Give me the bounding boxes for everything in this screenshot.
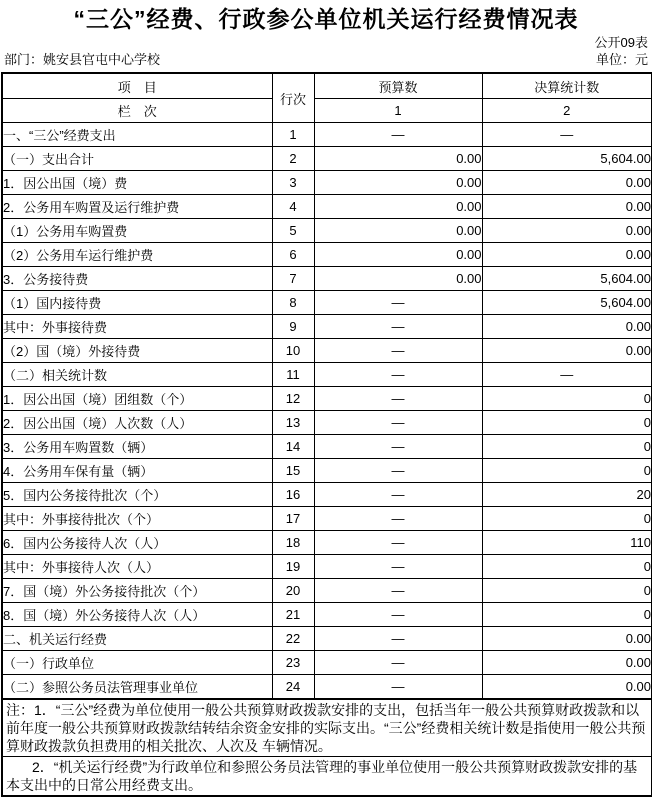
table-row <box>2 363 652 387</box>
item-cell: （一）行政单位 <box>2 651 272 675</box>
row-no-cell: 18 <box>272 531 314 555</box>
row-no-cell: 1 <box>272 123 314 147</box>
note-1: 注：1．“三公”经费为单位使用一般公共预算财政拨款安排的支出，包括当年一般公共预算财政拨款和以前年度一般公共预算财政拨款结转结余资金安排的实际支出。“三公”经费相关统计数是指使用一般公共预算财政拨款负担费用的相关批次、人次及 车辆情况。 <box>1 700 652 757</box>
budget-cell: — <box>314 507 482 531</box>
item-cell: （2）公务用车运行维护费 <box>2 243 272 267</box>
table-row <box>2 195 652 219</box>
row-no-cell: 21 <box>272 603 314 627</box>
item-cell: （1）公务用车购置费 <box>2 219 272 243</box>
final-cell: 0 <box>482 579 652 603</box>
header-column-row-label: 栏 次 <box>2 99 272 123</box>
final-cell: 0 <box>482 459 652 483</box>
final-cell: 5,604.00 <box>482 147 652 171</box>
final-cell: 0 <box>482 387 652 411</box>
row-no-cell: 13 <box>272 411 314 435</box>
final-cell: 0.00 <box>482 627 652 651</box>
budget-cell: — <box>314 435 482 459</box>
final-cell: 0.00 <box>482 651 652 675</box>
budget-cell: — <box>314 483 482 507</box>
final-cell: 0.00 <box>482 315 652 339</box>
budget-cell: — <box>314 579 482 603</box>
budget-cell: 0.00 <box>314 267 482 291</box>
row-no-cell: 2 <box>272 147 314 171</box>
budget-cell: — <box>314 555 482 579</box>
table-row <box>2 627 652 651</box>
header-final-col-no: 2 <box>482 99 652 123</box>
table-row <box>2 123 652 147</box>
budget-cell: — <box>314 387 482 411</box>
final-cell: 0 <box>482 411 652 435</box>
form-code-label: 公开09表 <box>594 35 648 50</box>
budget-cell: — <box>314 603 482 627</box>
item-cell: 二、机关运行经费 <box>2 627 272 651</box>
table-body <box>2 123 652 700</box>
header-final: 决算统计数 <box>482 73 652 99</box>
table-row <box>2 675 652 700</box>
item-cell: 1．因公出国（境）团组数（个） <box>2 387 272 411</box>
header-budget-col-no: 1 <box>314 99 482 123</box>
row-no-cell: 10 <box>272 339 314 363</box>
table-row <box>2 219 652 243</box>
table-row <box>2 555 652 579</box>
budget-cell: 0.00 <box>314 195 482 219</box>
header-row-1 <box>2 73 652 99</box>
final-cell: 0 <box>482 507 652 531</box>
table-row <box>2 435 652 459</box>
table-row <box>2 483 652 507</box>
budget-cell: 0.00 <box>314 147 482 171</box>
item-cell: 2．公务用车购置及运行维护费 <box>2 195 272 219</box>
final-cell: 5,604.00 <box>482 291 652 315</box>
table-row <box>2 507 652 531</box>
row-no-cell: 20 <box>272 579 314 603</box>
budget-cell: 0.00 <box>314 219 482 243</box>
final-cell: 0 <box>482 555 652 579</box>
expenses-table <box>1 72 652 700</box>
budget-cell: — <box>314 123 482 147</box>
budget-cell: — <box>314 627 482 651</box>
row-no-cell: 14 <box>272 435 314 459</box>
table-row <box>2 531 652 555</box>
row-no-cell: 5 <box>272 219 314 243</box>
row-no-cell: 19 <box>272 555 314 579</box>
final-cell: 5,604.00 <box>482 267 652 291</box>
row-no-cell: 6 <box>272 243 314 267</box>
row-no-cell: 12 <box>272 387 314 411</box>
table-row <box>2 171 652 195</box>
final-cell: 110 <box>482 531 652 555</box>
header-budget: 预算数 <box>314 73 482 99</box>
unit-label: 单位：元 <box>595 52 648 67</box>
item-cell: 其中：外事接待批次（个） <box>2 507 272 531</box>
final-cell: 20 <box>482 483 652 507</box>
table-row <box>2 387 652 411</box>
table-row <box>2 411 652 435</box>
item-cell: 3．公务用车购置数（辆） <box>2 435 272 459</box>
budget-cell: — <box>314 363 482 387</box>
row-no-cell: 11 <box>272 363 314 387</box>
row-no-cell: 9 <box>272 315 314 339</box>
department-label: 部门：姚安县官屯中心学校 <box>4 52 161 67</box>
final-cell: 0.00 <box>482 219 652 243</box>
row-no-cell: 7 <box>272 267 314 291</box>
item-cell: 一、“三公”经费支出 <box>2 123 272 147</box>
table-row <box>2 579 652 603</box>
row-no-cell: 24 <box>272 675 314 700</box>
budget-cell: — <box>314 531 482 555</box>
budget-cell: 0.00 <box>314 171 482 195</box>
item-cell: 7．国（境）外公务接待批次（个） <box>2 579 272 603</box>
budget-cell: — <box>314 411 482 435</box>
table-row <box>2 291 652 315</box>
row-no-cell: 16 <box>272 483 314 507</box>
budget-cell: — <box>314 459 482 483</box>
item-cell: 其中：外事接待人次（人） <box>2 555 272 579</box>
table-row <box>2 147 652 171</box>
item-cell: （一）支出合计 <box>2 147 272 171</box>
item-cell: 6．国内公务接待人次（人） <box>2 531 272 555</box>
final-cell: 0 <box>482 603 652 627</box>
page-title: “三公”经费、行政参公单位机关运行经费情况表 <box>73 6 579 32</box>
item-cell: （1）国内接待费 <box>2 291 272 315</box>
row-no-cell: 15 <box>272 459 314 483</box>
row-no-cell: 8 <box>272 291 314 315</box>
table-row <box>2 267 652 291</box>
item-cell: （二）相关统计数 <box>2 363 272 387</box>
row-no-cell: 22 <box>272 627 314 651</box>
final-cell: — <box>482 123 652 147</box>
table-row <box>2 339 652 363</box>
header-item: 项 目 <box>2 73 272 99</box>
table-row <box>2 603 652 627</box>
final-cell: 0.00 <box>482 339 652 363</box>
item-cell: 其中：外事接待费 <box>2 315 272 339</box>
table-row <box>2 243 652 267</box>
final-cell: 0.00 <box>482 195 652 219</box>
header-row-2 <box>2 99 652 123</box>
item-cell: （2）国（境）外接待费 <box>2 339 272 363</box>
item-cell: 4．公务用车保有量（辆） <box>2 459 272 483</box>
row-no-cell: 17 <box>272 507 314 531</box>
budget-cell: — <box>314 675 482 700</box>
item-cell: 8．国（境）外公务接待人次（人） <box>2 603 272 627</box>
final-cell: — <box>482 363 652 387</box>
row-no-cell: 4 <box>272 195 314 219</box>
budget-cell: — <box>314 291 482 315</box>
meta-row <box>0 51 652 68</box>
table-row <box>2 315 652 339</box>
row-no-cell: 23 <box>272 651 314 675</box>
budget-cell: 0.00 <box>314 243 482 267</box>
final-cell: 0.00 <box>482 243 652 267</box>
table-row <box>2 651 652 675</box>
final-cell: 0.00 <box>482 171 652 195</box>
budget-cell: — <box>314 315 482 339</box>
item-cell: （二）参照公务员法管理事业单位 <box>2 675 272 700</box>
final-cell: 0.00 <box>482 675 652 700</box>
item-cell: 1．因公出国（境）费 <box>2 171 272 195</box>
row-no-cell: 3 <box>272 171 314 195</box>
note-2: 2．“机关运行经费”为行政单位和参照公务员法管理的事业单位使用一般公共预算财政拨款安排的基本支出中的日常公用经费支出。 <box>1 757 652 797</box>
item-cell: 3．公务接待费 <box>2 267 272 291</box>
budget-cell: — <box>314 339 482 363</box>
final-cell: 0 <box>482 435 652 459</box>
item-cell: 2．因公出国（境）人次数（人） <box>2 411 272 435</box>
item-cell: 5．国内公务接待批次（个） <box>2 483 272 507</box>
table-header <box>2 73 652 123</box>
table-row <box>2 459 652 483</box>
header-row-no: 行次 <box>272 73 314 123</box>
budget-cell: — <box>314 651 482 675</box>
